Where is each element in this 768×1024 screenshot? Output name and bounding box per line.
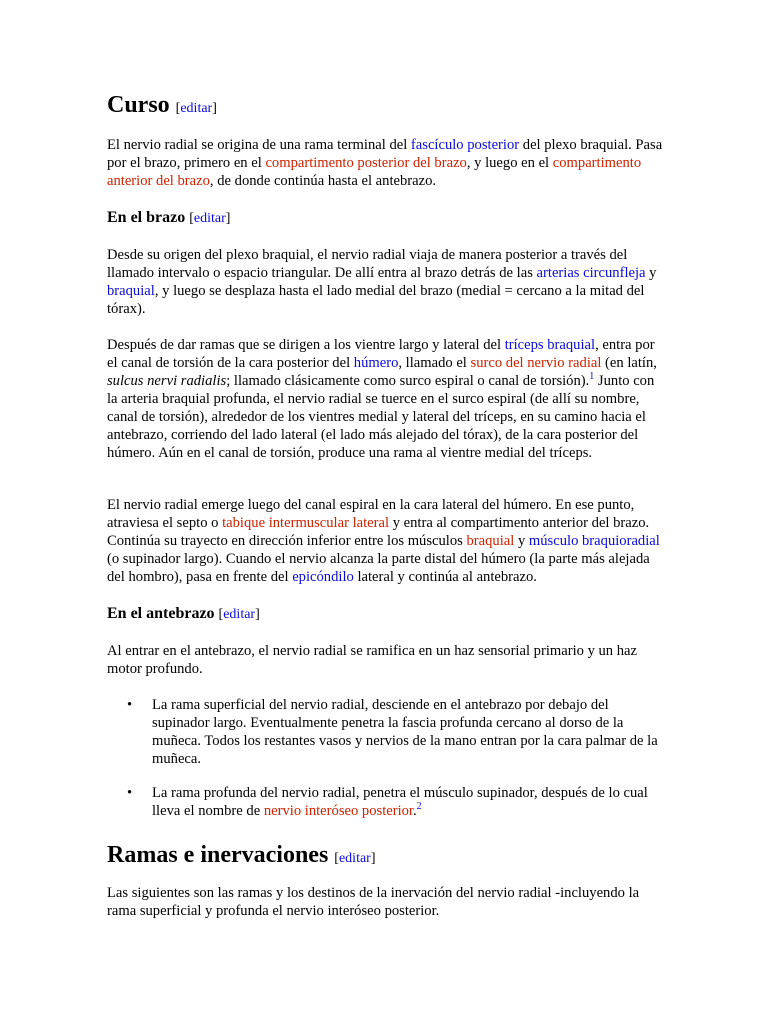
text: La rama superficial del nervio radial, desciende en el antebrazo por debajo del supinador largo. Eventualmente penetra la fascia profunda cercano al dorso de la muñeca. Todos los restantes vasos y nervios de la mano entran por la cara palmar de la muñeca. (152, 697, 658, 767)
link-nervio-interoseo[interactable]: nervio interóseo posterior (263, 803, 413, 819)
paragraph-antebrazo: Al entrar en el antebrazo, el nervio radial se ramifica en un haz sensorial primario y un haz motor profundo. (107, 643, 638, 677)
heading-curso-text: Curso (107, 92, 170, 118)
heading-en-el-brazo (107, 208, 667, 229)
edit-section-ramas: [editar] (334, 851, 376, 866)
text: Desde su origen del plexo braquial, el nervio radial viaja de manera posterior a través del llamado intervalo o espacio triangular. De allí entra al brazo detrás de las (107, 247, 628, 281)
text: y entra al compartimento anterior del brazo. Continúa su trayecto en dirección inferior entre los músculos (107, 515, 650, 549)
edit-link-ramas[interactable]: editar (338, 851, 371, 866)
paragraph-brazo-1 (107, 246, 667, 318)
link-humero[interactable]: húmero (353, 355, 399, 371)
link-epicondilo[interactable]: epicóndilo (292, 569, 354, 585)
paragraph-brazo-3 (107, 496, 667, 586)
text: , y luego en el (466, 155, 553, 171)
link-tabique-intermuscular[interactable]: tabique intermuscular lateral (222, 515, 390, 531)
link-braquial-musculo[interactable]: braquial (466, 533, 515, 549)
link-compartimento-anterior[interactable]: compartimento anterior del brazo (107, 155, 642, 189)
text: Junto con la arteria braquial profunda, el nervio radial se tuerce en el surco espiral (de allí su nombre, canal de torsión), alrededor de los vientres medial y lateral del tríceps, en su camino hacia el antebrazo, corriendo del lado lateral (el lado más alejado del tórax), de la cara posterior del húmero. Aún en el canal de torsión, produce una rama al vientre medial del tríceps. (107, 373, 655, 461)
heading-brazo-text: En el brazo (107, 209, 186, 226)
text: (o supinador largo). Cuando el nervio alcanza la parte distal del húmero (la parte más alejada del hombro), pasa en frente del (107, 551, 650, 585)
footnote-2[interactable]: 2 (416, 801, 422, 813)
link-fasciculo-posterior[interactable]: fascículo posterior (410, 137, 520, 153)
heading-antebrazo-text: En el antebrazo (107, 605, 215, 622)
text: , y luego se desplaza hasta el lado medial del brazo (medial = cercano a la mitad del tórax). (107, 283, 645, 317)
latin-term: sulcus nervi radialis (107, 373, 227, 389)
paragraph-brazo-2 (107, 336, 667, 462)
footnote-1[interactable]: 1 (589, 371, 595, 383)
text: (en latín, (601, 355, 657, 371)
link-compartimento-posterior[interactable]: compartimento posterior del brazo (265, 155, 467, 171)
link-braquial[interactable]: braquial (107, 283, 155, 299)
text: y (514, 533, 529, 549)
text: La rama profunda del nervio radial, penetra el músculo supinador, después de lo cual lleva el nombre de (152, 785, 648, 819)
edit-section-curso: [editar] (175, 101, 217, 116)
link-arterias-circunfleja[interactable]: arterias circunfleja (536, 265, 646, 281)
heading-ramas (107, 841, 667, 873)
text: lateral y continúa al antebrazo. (353, 569, 537, 585)
heading-en-el-antebrazo (107, 604, 667, 625)
list-item (107, 696, 667, 768)
text: ; llamado clásicamente como surco espiral o canal de torsión). (226, 373, 590, 389)
branch-list (107, 696, 667, 768)
paragraph-ramas: Las siguientes son las ramas y los destinos de la inervación del nervio radial -incluyendo la rama superficial y profunda el nervio interóseo posterior. (107, 885, 640, 919)
paragraph-curso (107, 136, 667, 190)
bullet-glyph: • (127, 785, 133, 801)
text: y (645, 265, 657, 281)
heading-ramas-text: Ramas e inervaciones (107, 842, 329, 868)
branch-list-2 (107, 784, 667, 820)
text: . (413, 803, 417, 819)
list-item (107, 784, 667, 820)
text: del plexo braquial. Pasa por el brazo, primero en el (107, 137, 663, 171)
edit-section-antebrazo: [editar] (218, 607, 260, 622)
edit-section-brazo: [editar] (189, 211, 231, 226)
link-surco-nervio-radial[interactable]: surco del nervio radial (470, 355, 602, 371)
text: El nervio radial emerge luego del canal espiral en la cara lateral del húmero. En ese punto, atraviesa el septo o (107, 497, 635, 531)
text: , llamado el (398, 355, 471, 371)
heading-curso (107, 91, 667, 123)
edit-link-curso[interactable]: editar (180, 101, 213, 116)
link-triceps-braquial[interactable]: tríceps braquial (504, 337, 596, 353)
bullet-glyph: • (127, 697, 133, 713)
edit-link-antebrazo[interactable]: editar (223, 607, 256, 622)
edit-link-brazo[interactable]: editar (193, 211, 226, 226)
text: , de donde continúa hasta el antebrazo. (209, 173, 437, 189)
text: , entra por el canal de torsión de la cara posterior del (107, 337, 655, 371)
text: Después de dar ramas que se dirigen a los vientre largo y lateral del (107, 337, 505, 353)
link-musculo-braquioradial[interactable]: músculo braquioradial (528, 533, 660, 549)
text: El nervio radial se origina de una rama terminal del (107, 137, 411, 153)
